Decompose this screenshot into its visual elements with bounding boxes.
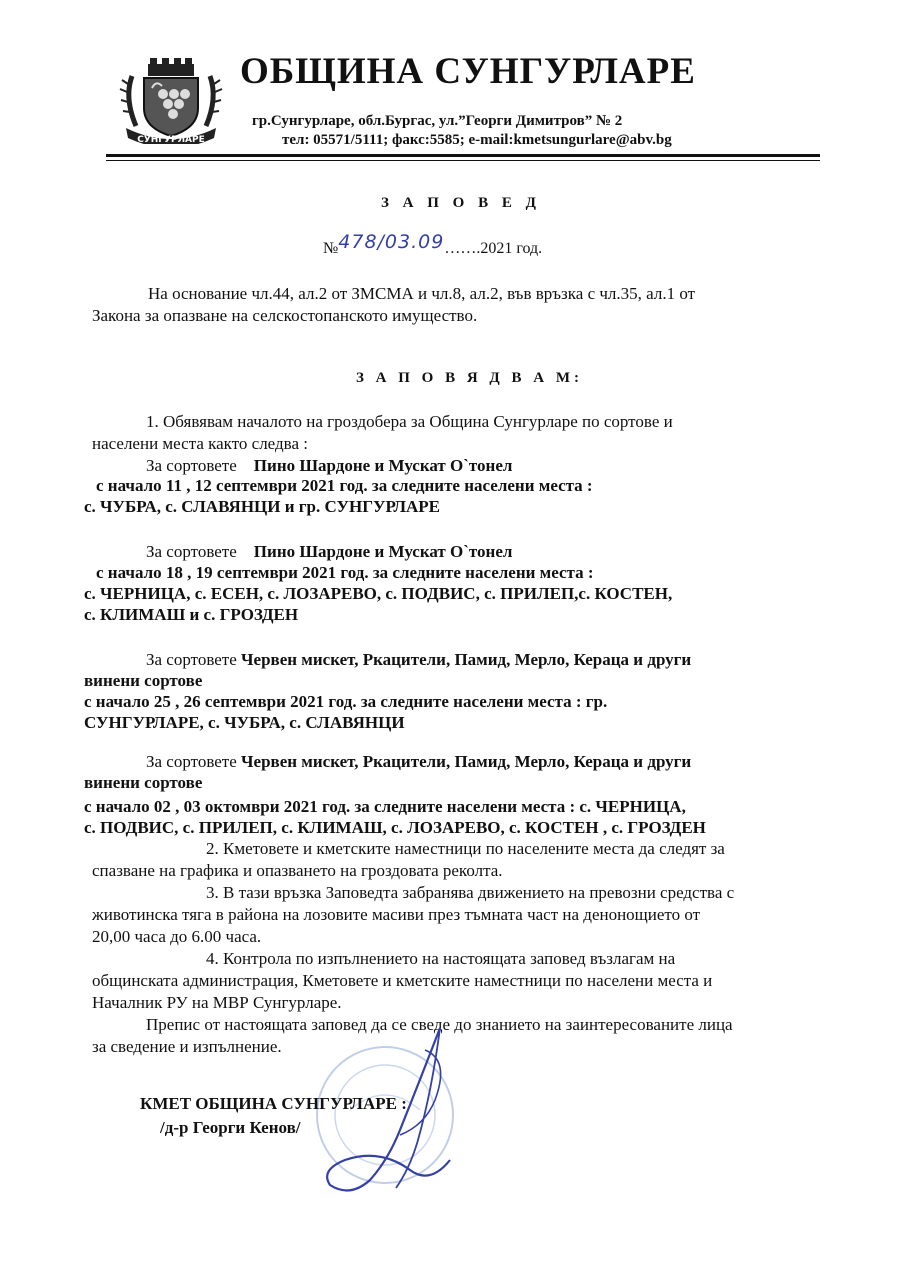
group2-varieties (146, 542, 512, 562)
group1-prefix: За сортовете (146, 456, 237, 475)
item2-line-2: спазване на графика и опазването на гроздовата реколта. (92, 861, 503, 880)
document-title: З А П О В Е Д (381, 195, 541, 211)
number-suffix: …….2021 год. (444, 240, 543, 257)
municipality-crest (118, 58, 224, 144)
item4-line-1: 4. Контрола по изпълнението на настоящата заповед възлагам на (206, 949, 676, 968)
group2-places-1: с. ЧЕРНИЦА, с. ЕСЕН, с. ЛОЗАРЕВО, с. ПОДВИС, с. ПРИЛЕП,с. КОСТЕН, (84, 584, 673, 603)
contact-line: тел: 05571/5111; факс:5585; e-mail:kmetsungurlare@abv.bg (282, 132, 672, 148)
municipality-name: ОБЩИНА СУНГУРЛАРЕ (240, 51, 696, 92)
group1-varieties (146, 456, 512, 476)
group1-variety-names: Пино Шардоне и Мускат О`тонел (253, 456, 513, 475)
group4-varieties (146, 752, 691, 772)
group2-start: с начало 18 , 19 септември 2021 год. за следните населени места : (96, 563, 594, 582)
closing-line-2: за сведение и изпълнение. (92, 1037, 282, 1056)
item4-line-2: общинската администрация, Кметовете и кметските наместници по населени места и (92, 971, 713, 990)
crest-ribbon-text: СУНГУРЛАРЕ (137, 135, 205, 144)
group1-places: с. ЧУБРА, с. СЛАВЯНЦИ и гр. СУНГУРЛАРЕ (84, 497, 441, 516)
header-divider-thin (106, 160, 820, 161)
group2-places-2: с. КЛИМАШ и с. ГРОЗДЕН (84, 605, 299, 624)
handwritten-signature (300, 1020, 470, 1200)
signatory-name: /д-р Георги Кенов/ (160, 1118, 301, 1137)
group4-start: с начало 02 , 03 октомври 2021 год. за следните населени места : с. ЧЕРНИЦА, (84, 797, 686, 816)
group4-varieties-cont: винени сортове (84, 773, 203, 792)
group2-variety-names: Пино Шардоне и Мускат О`тонел (253, 542, 513, 561)
item4-line-3: Началник РУ на МВР Сунгурларе. (92, 993, 342, 1012)
group3-varieties (146, 650, 691, 670)
legal-basis-line-2: Закона за опазване на селскостопанското имущество. (92, 306, 478, 325)
handwritten-number: 478/03.09 (338, 231, 445, 253)
item1-intro-line-2: населени места както следва : (92, 434, 308, 453)
group3-prefix: За сортовете (146, 650, 237, 669)
address-line: гр.Сунгурларе, обл.Бургас, ул.”Георги Димитров” № 2 (252, 113, 623, 129)
group4-variety-names: Червен мискет, Ркацители, Памид, Мерло, Кераца и други (241, 752, 692, 771)
group3-variety-names: Червен мискет, Ркацители, Памид, Мерло, Кераца и други (241, 650, 692, 669)
item3-line-3: 20,00 часа до 6.00 часа. (92, 927, 262, 946)
item2-line-1: 2. Кметовете и кметските наместници по населените места да следят за (206, 839, 725, 858)
group3-varieties-cont: винени сортове (84, 671, 203, 690)
signatory-title: КМЕТ ОБЩИНА СУНГУРЛАРЕ : (140, 1094, 407, 1113)
group1-start: с начало 11 , 12 септември 2021 год. за следните населени места : (96, 476, 593, 495)
order-number (323, 231, 543, 258)
item3-line-1: 3. В тази връзка Заповедта забранява движението на превозни средства с (206, 883, 735, 902)
item1-intro-line-1: 1. Обявявам началото на гроздобера за Община Сунгурларе по сортове и (146, 412, 673, 431)
group2-prefix: За сортовете (146, 542, 237, 561)
group3-start: с начало 25 , 26 септември 2021 год. за следните населени места : гр. (84, 692, 608, 711)
closing-line-1: Препис от настоящата заповед да се сведе до знанието на заинтересованите лица (146, 1015, 733, 1034)
header-divider (106, 154, 820, 157)
group4-places: с. ПОДВИС, с. ПРИЛЕП, с. КЛИМАШ, с. ЛОЗАРЕВО, с. КОСТЕН , с. ГРОЗДЕН (84, 818, 706, 837)
number-prefix: № (323, 240, 339, 257)
legal-basis-line-1: На основание чл.44, ал.2 от ЗМСМА и чл.8, ал.2, във връзка с чл.35, ал.1 от (148, 284, 696, 303)
group3-places: СУНГУРЛАРЕ, с. ЧУБРА, с. СЛАВЯНЦИ (84, 713, 405, 732)
orders-heading: З А П О В Я Д В А М: (356, 370, 583, 386)
group4-prefix: За сортовете (146, 752, 237, 771)
item3-line-2: животинска тяга в района на лозовите масиви през тъмната част на денонощието от (92, 905, 701, 924)
